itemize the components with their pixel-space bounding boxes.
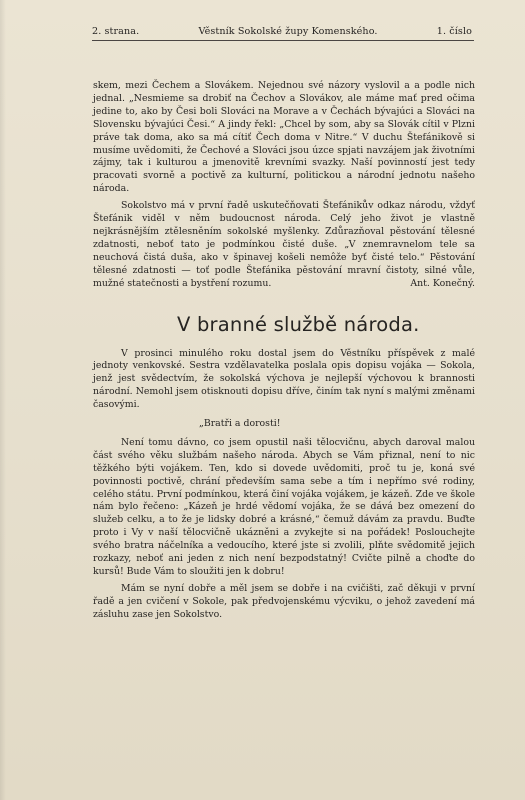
- article1-signature: Ant. Konečný.: [410, 277, 475, 289]
- header-issue-number: 1. číslo: [436, 26, 472, 37]
- article1-paragraph-1: skem, mezi Čechem a Slovákem. Nejednou své názory vyslovil a a podle nich jednal. „Nesmieme sa drobiť na Čechov a Slovákov, ale máme mať pred očima jedine to, ako by Česi boli Slováci na Morave a v Čechách bývajúci a Slováci na Slovensku bývajúci Česi.“ A jindy řekl: „Chcel by som, aby sa Slovák cítil v Plzni práve tak doma, ako sa má cítiť Čech doma v Nitre.“ V duchu Štefánikově si musíme uvědomiti, že Čechové a Slováci jsou úzce spjati navzájem jak životními zájmy, tak i kulturou a jmenovitě krevními svazky. Naší povinností jest tedy pracovati svorně a poctivě za kulturní, politickou a národní jednotu našeho národa.: [93, 80, 475, 195]
- header-journal-title: Věstník Sokolské župy Komenského.: [198, 26, 378, 37]
- article1-paragraph-2-text: Sokolstvo má v první řadě uskutečňovati Štefánikův odkaz národu, vždyť Štefánik viděl v něm budoucnost národa. Celý jeho život je vlastně nejkrásnějším ztělesněním sokolské myšlenky. Zdůrazňoval pěstování tělesné zdatnosti, neboť tato je podmínkou čisté duše. „V znemravnelom tele sa neuchová čistá duša, ako v špinavej košeli nemôže byť čisté telo.“ Pěstování tělesné zdatnosti — toť podle Štefánika pěstování mravní čistoty, silné vůle, mužné statečnosti a bystření rozumu.: [93, 200, 475, 289]
- article2-paragraph-3: Mám se nyní dobře a měl jsem se dobře i na cvičišti, zač děkuji v první řadě a jen cvičení v Sokole, pak předvojenskému výcviku, o jehož zavedení má zásluhu zase jen Sokolstvo.: [93, 582, 475, 620]
- page-edge-shadow: [0, 0, 6, 800]
- article2-title: V branné službě národa.: [177, 312, 420, 336]
- header-rule: [92, 40, 474, 41]
- running-header: [92, 26, 472, 37]
- article1-paragraph-2: [93, 200, 475, 290]
- article2-paragraph-2: Není tomu dávno, co jsem opustil naši tělocvičnu, abych daroval malou část svého věku službám našeho národa. Abych se Vám přiznal, není to nic těžkého býti vojákem. Ten, kdo si dovede uvědomiti, proč tu je, koná své povinnosti poctivě, chrání především sama sebe a tím i nepřímo své rodiny, celého státu. První podmínkou, která činí vojáka vojákem, je kázeň. Zde ve škole nám bylo řečeno: „Kázeň je hrdé vědomí vojáka, že se dává bez omezení do služeb celku, a to že je lidsky dobré a krásné,“ čemuž dávám za pravdu. Buďte proto i Vy v naší tělocvičně ukázněni a zvykejte si na pořádek! Poslouchejte svého bratra náčelníka a vedoucího, které jste si zvolili, plňte svědomitě jejich rozkazy, neboť ani jeden z nich není bezpodstatný! Cvičte pilně a choďte do kursů! Bude Vám to sloužiti jen k dobru!: [93, 436, 475, 577]
- article2-paragraph-1: V prosinci minulého roku dostal jsem do Věstníku příspěvek z malé jednoty venkovské. Sestra vzdělavatelka poslala opis dopisu vojáka — Sokola, jenž jest svědectvím, že sokolská výchova je nejlepší výchovou k brannosti národní. Nemohl jsem otisknouti dopisu dříve, činím tak nyní s malými změnami časovými.: [93, 347, 475, 411]
- page-content: [93, 80, 475, 626]
- header-page-number: 2. strana.: [92, 26, 140, 37]
- article2-salutation: „Bratři a dorosti!: [199, 418, 281, 430]
